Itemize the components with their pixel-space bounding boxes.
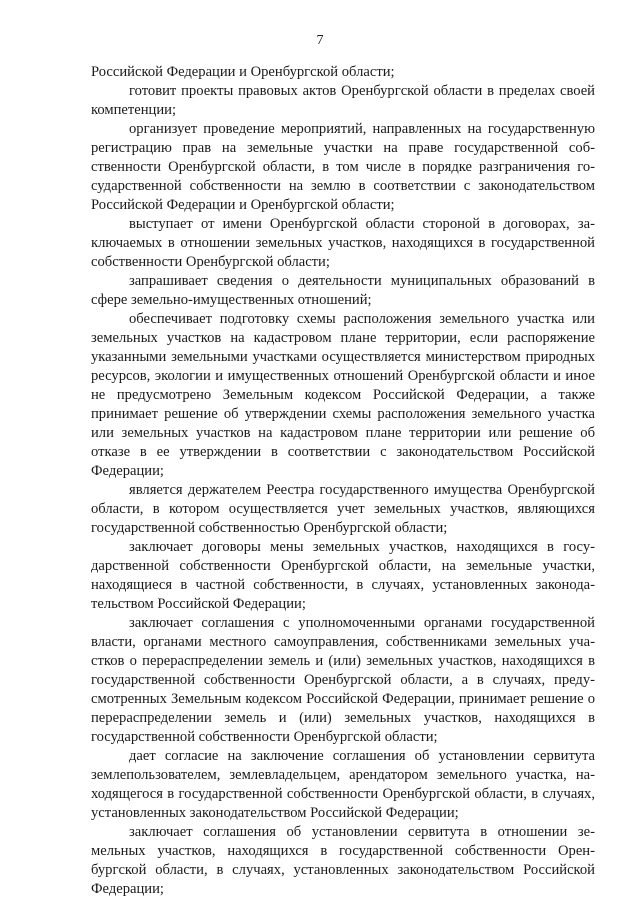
paragraph: является держателем Реестра государственного имущества Оренбургской области, в котором осуществляется учет земельных участков, являющихся государственной собственностью Оренбургской области; <box>91 482 595 536</box>
paragraph: обеспечивает подготовку схемы расположения земельного участка или земельных участков на кадастровом плане территории, если распоряжение указанными земельными участками осуществляется министерством природных ресурсов, экологии и имущественных отношений Оренбургской области и иное не предусмотрено Земельным кодексом Российской Федерации, а также принимает решение об утверждении схемы расположения земельного участка или земельных участков на кадастровом плане территории или решение об отказе в ее утверждении в соответствии с законодательством Российской Федерации; <box>91 311 595 479</box>
paragraph: готовит проекты правовых актов Оренбургской области в пределах своей компетенции; <box>91 83 595 118</box>
paragraph: выступает от имени Оренбургской области стороной в договорах, заключаемых в отношении земельных участков, находящихся в государственной собственности Оренбургской области; <box>91 216 595 270</box>
paragraph: запрашивает сведения о деятельности муниципальных образований в сфере земельно-имущественных отношений; <box>91 273 595 308</box>
paragraph-continuation: Российской Федерации и Оренбургской области; <box>91 64 395 80</box>
paragraph: заключает соглашения с уполномоченными органами государственной власти, органами местного самоуправления, собственниками земельных участков о перераспределении земель и (или) земельных участков, находящихся в государственной собственности Оренбургской области, а в случаях, предусмотренных Земельным кодексом Российской Федерации, принимает решение о перераспределении земель и (или) земельных участков, находящихся в государственной собственности Оренбургской области; <box>91 615 595 745</box>
document-body <box>91 63 595 899</box>
paragraph: заключает соглашения об установлении сервитута в отношении земельных участков, находящихся в государственной собственности Оренбургской области, в случаях, установленных законодательством Российской Федерации; <box>91 824 595 897</box>
paragraph: организует проведение мероприятий, направленных на государственную регистрацию прав на земельные участки на праве государственной собственности Оренбургской области, в том числе в порядке разграничения государственной собственности на землю в соответствии с законодательством Российской Федерации и Оренбургской области; <box>91 121 595 213</box>
page-number: 7 <box>316 33 324 48</box>
paragraph: заключает договоры мены земельных участков, находящихся в государственной собственности Оренбургской области, на земельные участки, находящиеся в частной собственности, в случаях, установленных законодательством Российской Федерации; <box>91 539 595 612</box>
paragraph: дает согласие на заключение соглашения об установлении сервитута землепользователем, землевладельцем, арендатором земельного участка, находящегося в государственной собственности Оренбургской области, в случаях, установленных законодательством Российской Федерации; <box>91 748 595 821</box>
